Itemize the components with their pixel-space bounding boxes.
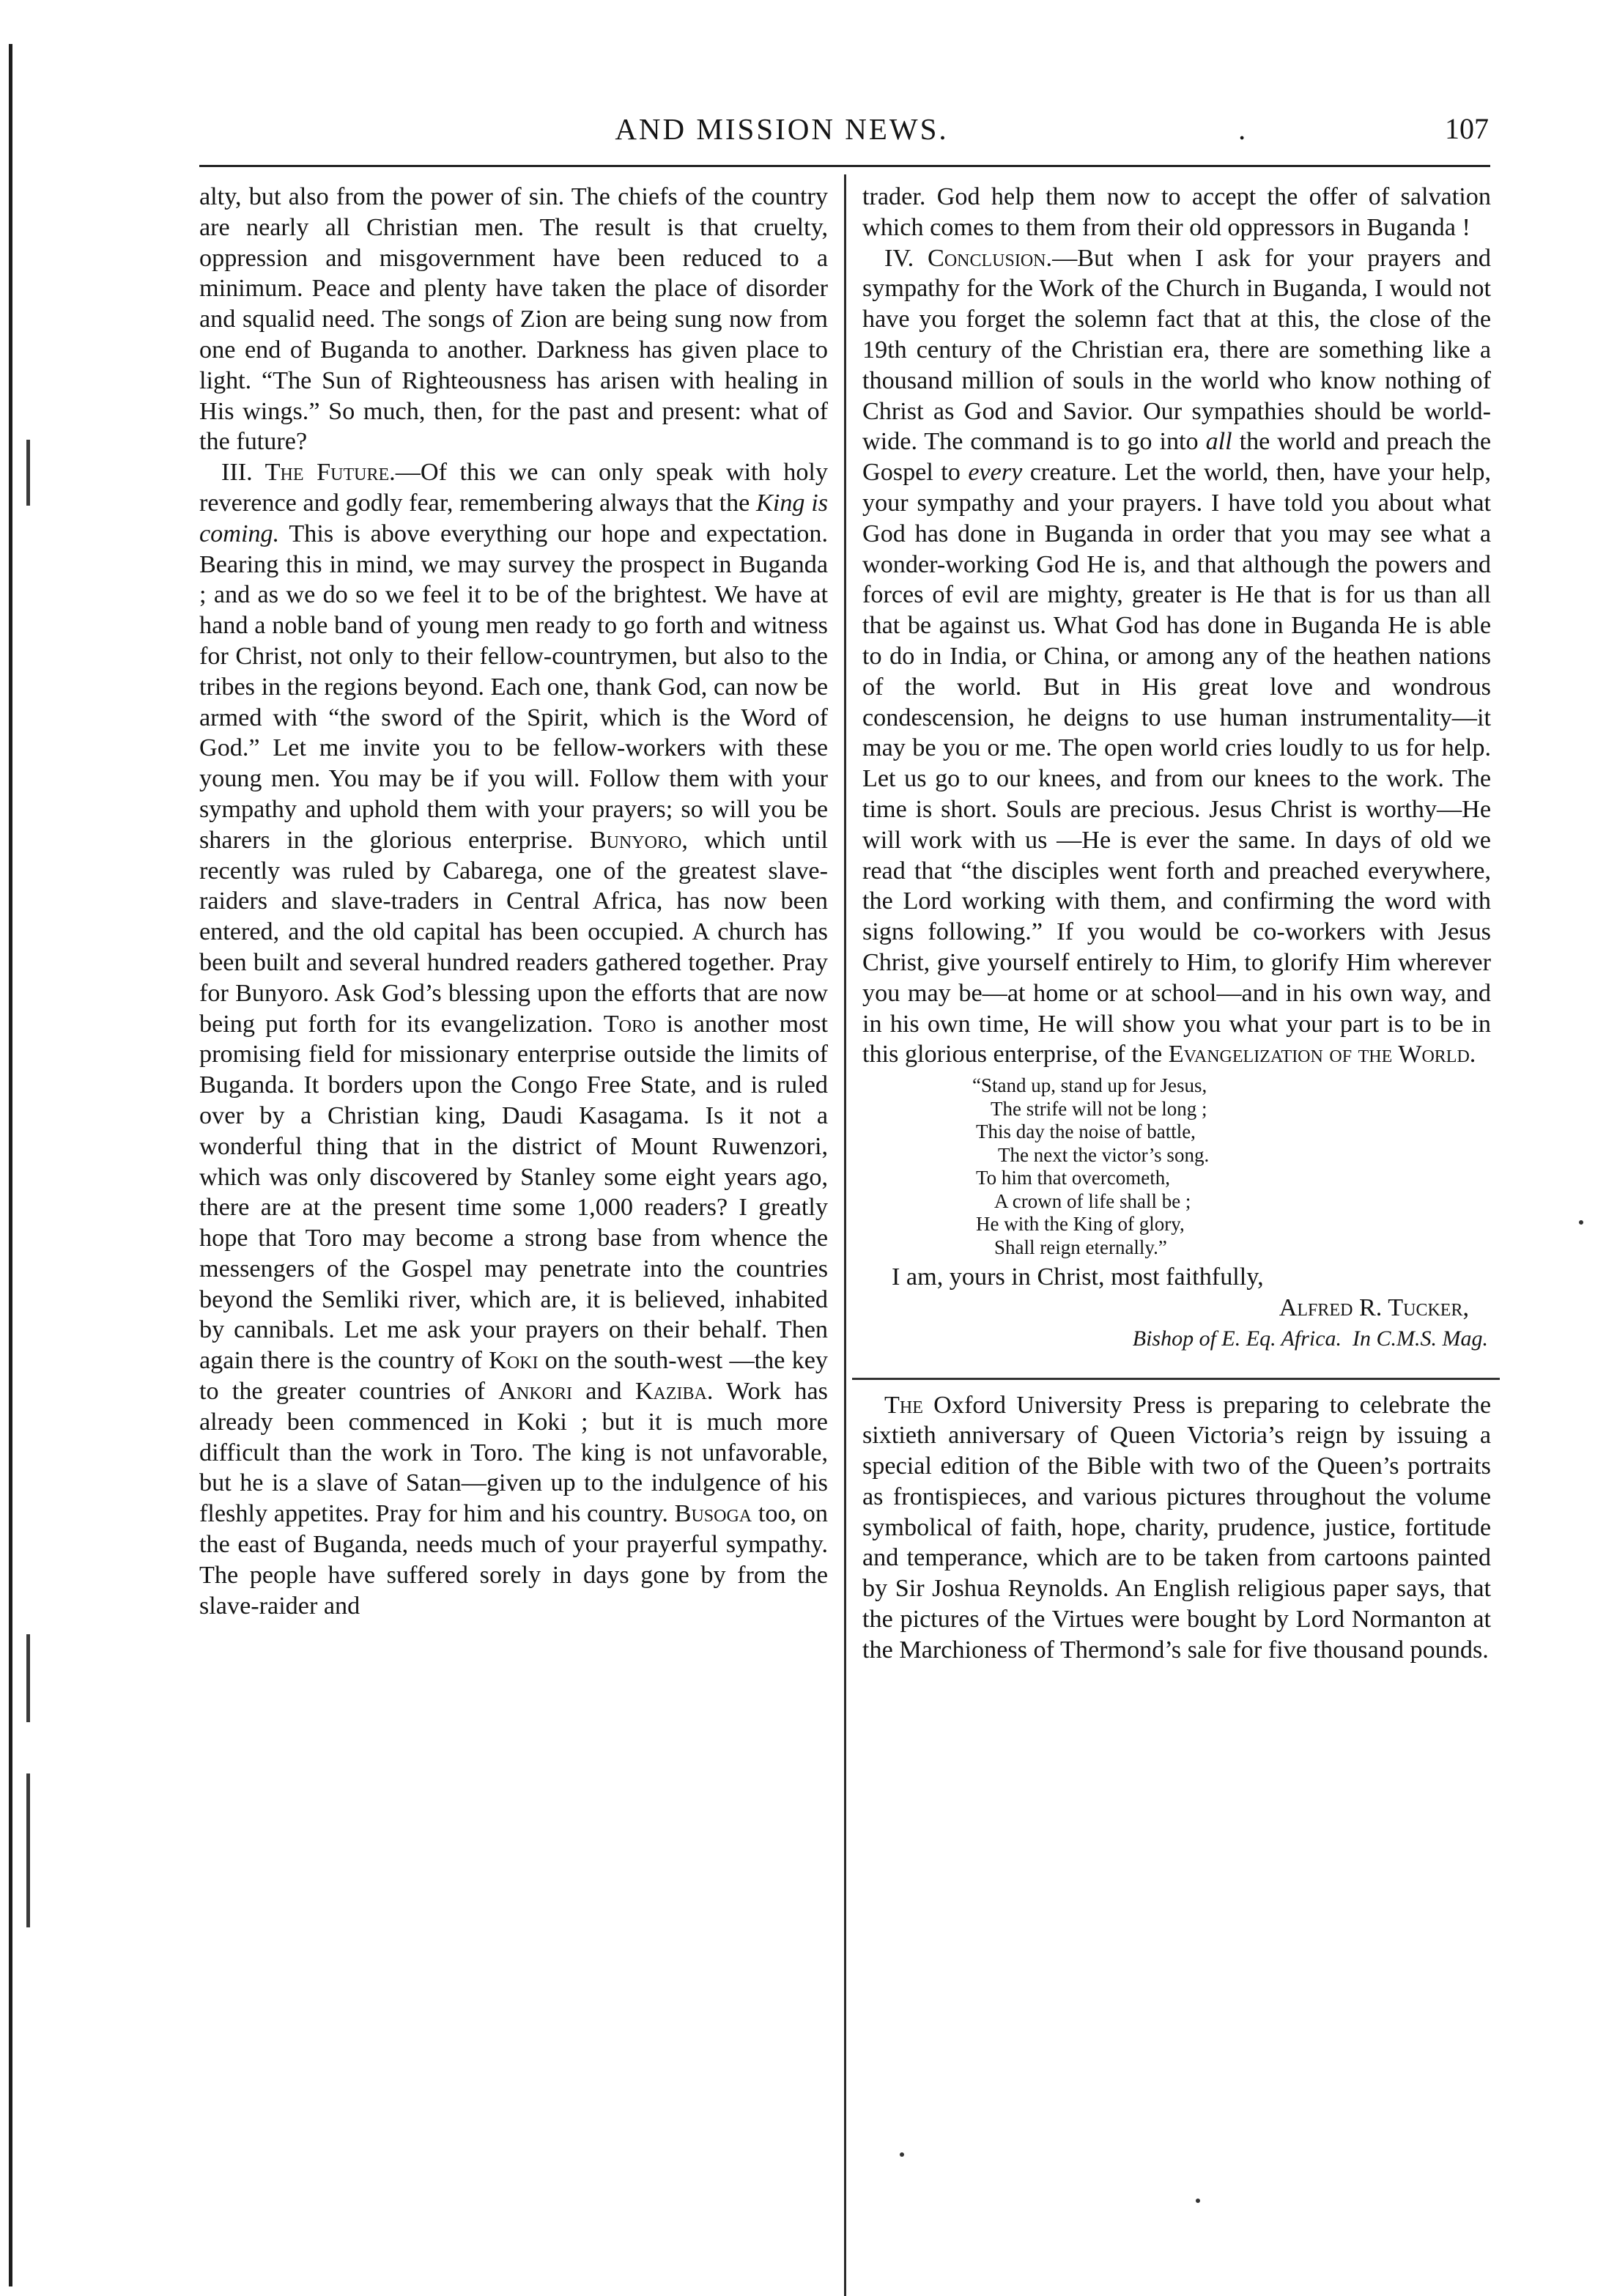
page-binding-edge — [9, 44, 12, 2286]
stray-mark — [900, 2152, 904, 2157]
stray-mark — [1196, 2199, 1200, 2203]
poem-line: The strife will not be long ; — [991, 1097, 1207, 1120]
binding-mark — [26, 440, 30, 506]
paragraph-oxford-press: The Oxford University Press is preparing to celebrate the sixtieth anniversary of Queen Victoria’s reign by issuing a special edition of the Bible with two of the Queen’s portraits as frontispieces, and various pictures throughout the volume symbolical of faith, hope, charity, prudence, justice, fortitude and temperance, which are to be taken from cartoons painted by Sir Joshua Reynolds. An English religious paper says, that the pictures of the Virtues were bought by Lord Normanton at the Marchioness of Thermond’s sale for five thousand pounds. — [862, 1391, 1491, 1664]
left-column — [199, 182, 828, 1621]
running-title: AND MISSION NEWS. — [615, 112, 949, 146]
poem-line: He with the King of glory, — [976, 1213, 1185, 1236]
page-number: 107 — [1445, 112, 1489, 145]
binding-mark — [26, 1773, 30, 1927]
right-column — [862, 182, 1491, 1666]
header-rule — [199, 165, 1490, 167]
poem-line: This day the noise of battle, — [976, 1121, 1196, 1143]
place-ankori: Ankori — [498, 1378, 572, 1406]
article-separator — [852, 1365, 1500, 1380]
section-heading-future: III. The Future. — [221, 459, 396, 487]
signature-block — [862, 1262, 1491, 1354]
signature-name: Alfred R. Tucker, — [1279, 1293, 1469, 1321]
poem-line: A crown of life shall be ; — [994, 1189, 1191, 1212]
place-busoga: Busoga — [674, 1500, 752, 1528]
hymn-verse — [862, 1074, 1491, 1259]
poem-line: “Stand up, stand up for Jesus, — [972, 1074, 1207, 1097]
emphasis-every: every — [968, 459, 1023, 487]
header-dot: . — [1238, 112, 1246, 146]
signature-title: Bishop of E. Eq. Africa. — [1132, 1326, 1342, 1351]
column-divider — [844, 174, 846, 2296]
emphasis-king-is-coming: King is coming. — [199, 489, 829, 547]
stray-mark — [1579, 1220, 1583, 1225]
place-toro: Toro — [603, 1010, 656, 1038]
news-lead: The — [884, 1391, 923, 1419]
place-bunyoro: Bunyoro — [589, 826, 682, 854]
place-kaziba: Kaziba — [634, 1378, 707, 1406]
paragraph-conclusion: IV. Conclusion.—But when I ask for your prayers and sympathy for the Work of the Church in Buganda, I would not have you forget the solemn fact that at this, the close of the 19th century of the Christian era, there are something like a thousand million of souls in the world who know nothing of Christ as God and Savior. Our sympathies should be world-wide. The command is to go into all the world and preach the Gospel to every creature. Let the world, then, have your help, your sympathy and your prayers. I have told you about what God has done in Buganda in order that you may see what a wonder-working God He is, and that although the powers and forces of evil are mighty, greater is He that is for us than all that be against us. What God has done in Buganda He is able to do in India, or China, or among any of the heathen nations of the world. But in His great love and wondrous condescension, he deigns to use human instrumentality—it may be you or me. The open world cries loudly to us for help. Let us go to our knees, and from our knees to the work. The time is short. Souls are precious. Jesus Christ is worthy—He will work with us —He is ever the same. In days of old we read that “the disciples went forth and preached everywhere, the Lord working with them, and confirming the word with signs following.” If you would be co-workers with Jesus Christ, give yourself entirely to Him, to glorify Him wherever you may be—at home or at school—and in his own way, and in his own time, He will show you what your part is to be in this glorious enterprise, of the Evangelization of the World. — [862, 244, 1492, 1068]
emphasis-all: all — [1205, 428, 1232, 456]
place-koki: Koki — [489, 1347, 539, 1375]
running-header — [199, 111, 1489, 163]
section-heading-conclusion: IV. Conclusion. — [884, 244, 1053, 272]
phrase-evangelization: Evangelization of the World. — [1168, 1041, 1476, 1068]
poem-line: Shall reign eternally.” — [994, 1236, 1167, 1258]
poem-line: The next the victor’s song. — [998, 1143, 1210, 1166]
paragraph-trader-continuation: trader. God help them now to accept the offer of salvation which comes to them from their old oppressors in Buganda ! — [862, 183, 1491, 241]
paragraph-the-future: III. The Future.—Of this we can only speak with holy reverence and godly fear, remembering always that the King is coming. This is above everything our hope and expectation. Bearing this in mind, we may survey the prospect in Buganda ; and as we do so we feel it to be of the brightest. We have at hand a noble band of young men ready to go forth and witness for Christ, not only to their fellow-countrymen, but also to the tribes in the regions beyond. Each one, thank God, can now be armed with “the sword of the Spirit, which is the Word of God.” Let me invite you to be fellow-workers with these young men. You may be if you will. Follow them with your sympathy and uphold them with your prayers; so will you be sharers in the glorious enterprise. Bunyoro, which until recently was ruled by Cabarega, one of the greatest slave-raiders and slave-traders in Central Africa, has now been entered, and the old capital has been occupied. A church has been built and several hundred readers gathered together. Pray for Bunyoro. Ask God’s blessing upon the efforts that are now being put forth for its evangelization. Toro is another most promising field for missionary enterprise outside the limits of Buganda. It borders upon the Congo Free State, and is ruled over by a Christian king, Daudi Kasagama. Is it not a wonderful thing that in the district of Mount Ruwenzori, which was only discovered by Stanley some eight years ago, there are at the present time some 1,000 readers? I greatly hope that Toro may become a strong base from whence the messengers of the Gospel may penetrate into the countries beyond the Semliki river, which are, it is believed, inhabited by cannibals. Let me ask your prayers on their behalf. Then again there is the country of Koki on the south-west —the key to the greater countries of Ankori and Kaziba. Work has already been commenced in Koki ; but it is much more difficult than the work in Toro. The king is not unfavorable, but he is a slave of Satan—given up to the indulgence of his fleshly appetites. Pray for him and his country. Busoga too, on the east of Buganda, needs much of your prayerful sympathy. The people have suffered sorely in days gone by from the slave-raider and — [199, 459, 829, 1620]
source-citation: In C.M.S. Mag. — [1353, 1326, 1488, 1351]
paragraph-past-present: alty, but also from the power of sin. The chiefs of the country are nearly all Christian men. The result is that cruelty, oppression and misgovernment have been reduced to a minimum. Peace and plenty have taken the place of disorder and squalid need. The songs of Zion are being sung now from one end of Buganda to another. Darkness has given place to light. “The Sun of Righteousness has arisen with healing in His wings.” So much, then, for the past and present: what of the future? — [199, 183, 828, 456]
closing-line: I am, yours in Christ, most faithfully, — [892, 1263, 1264, 1291]
poem-line: To him that overcometh, — [976, 1167, 1171, 1189]
binding-mark — [26, 1634, 30, 1722]
